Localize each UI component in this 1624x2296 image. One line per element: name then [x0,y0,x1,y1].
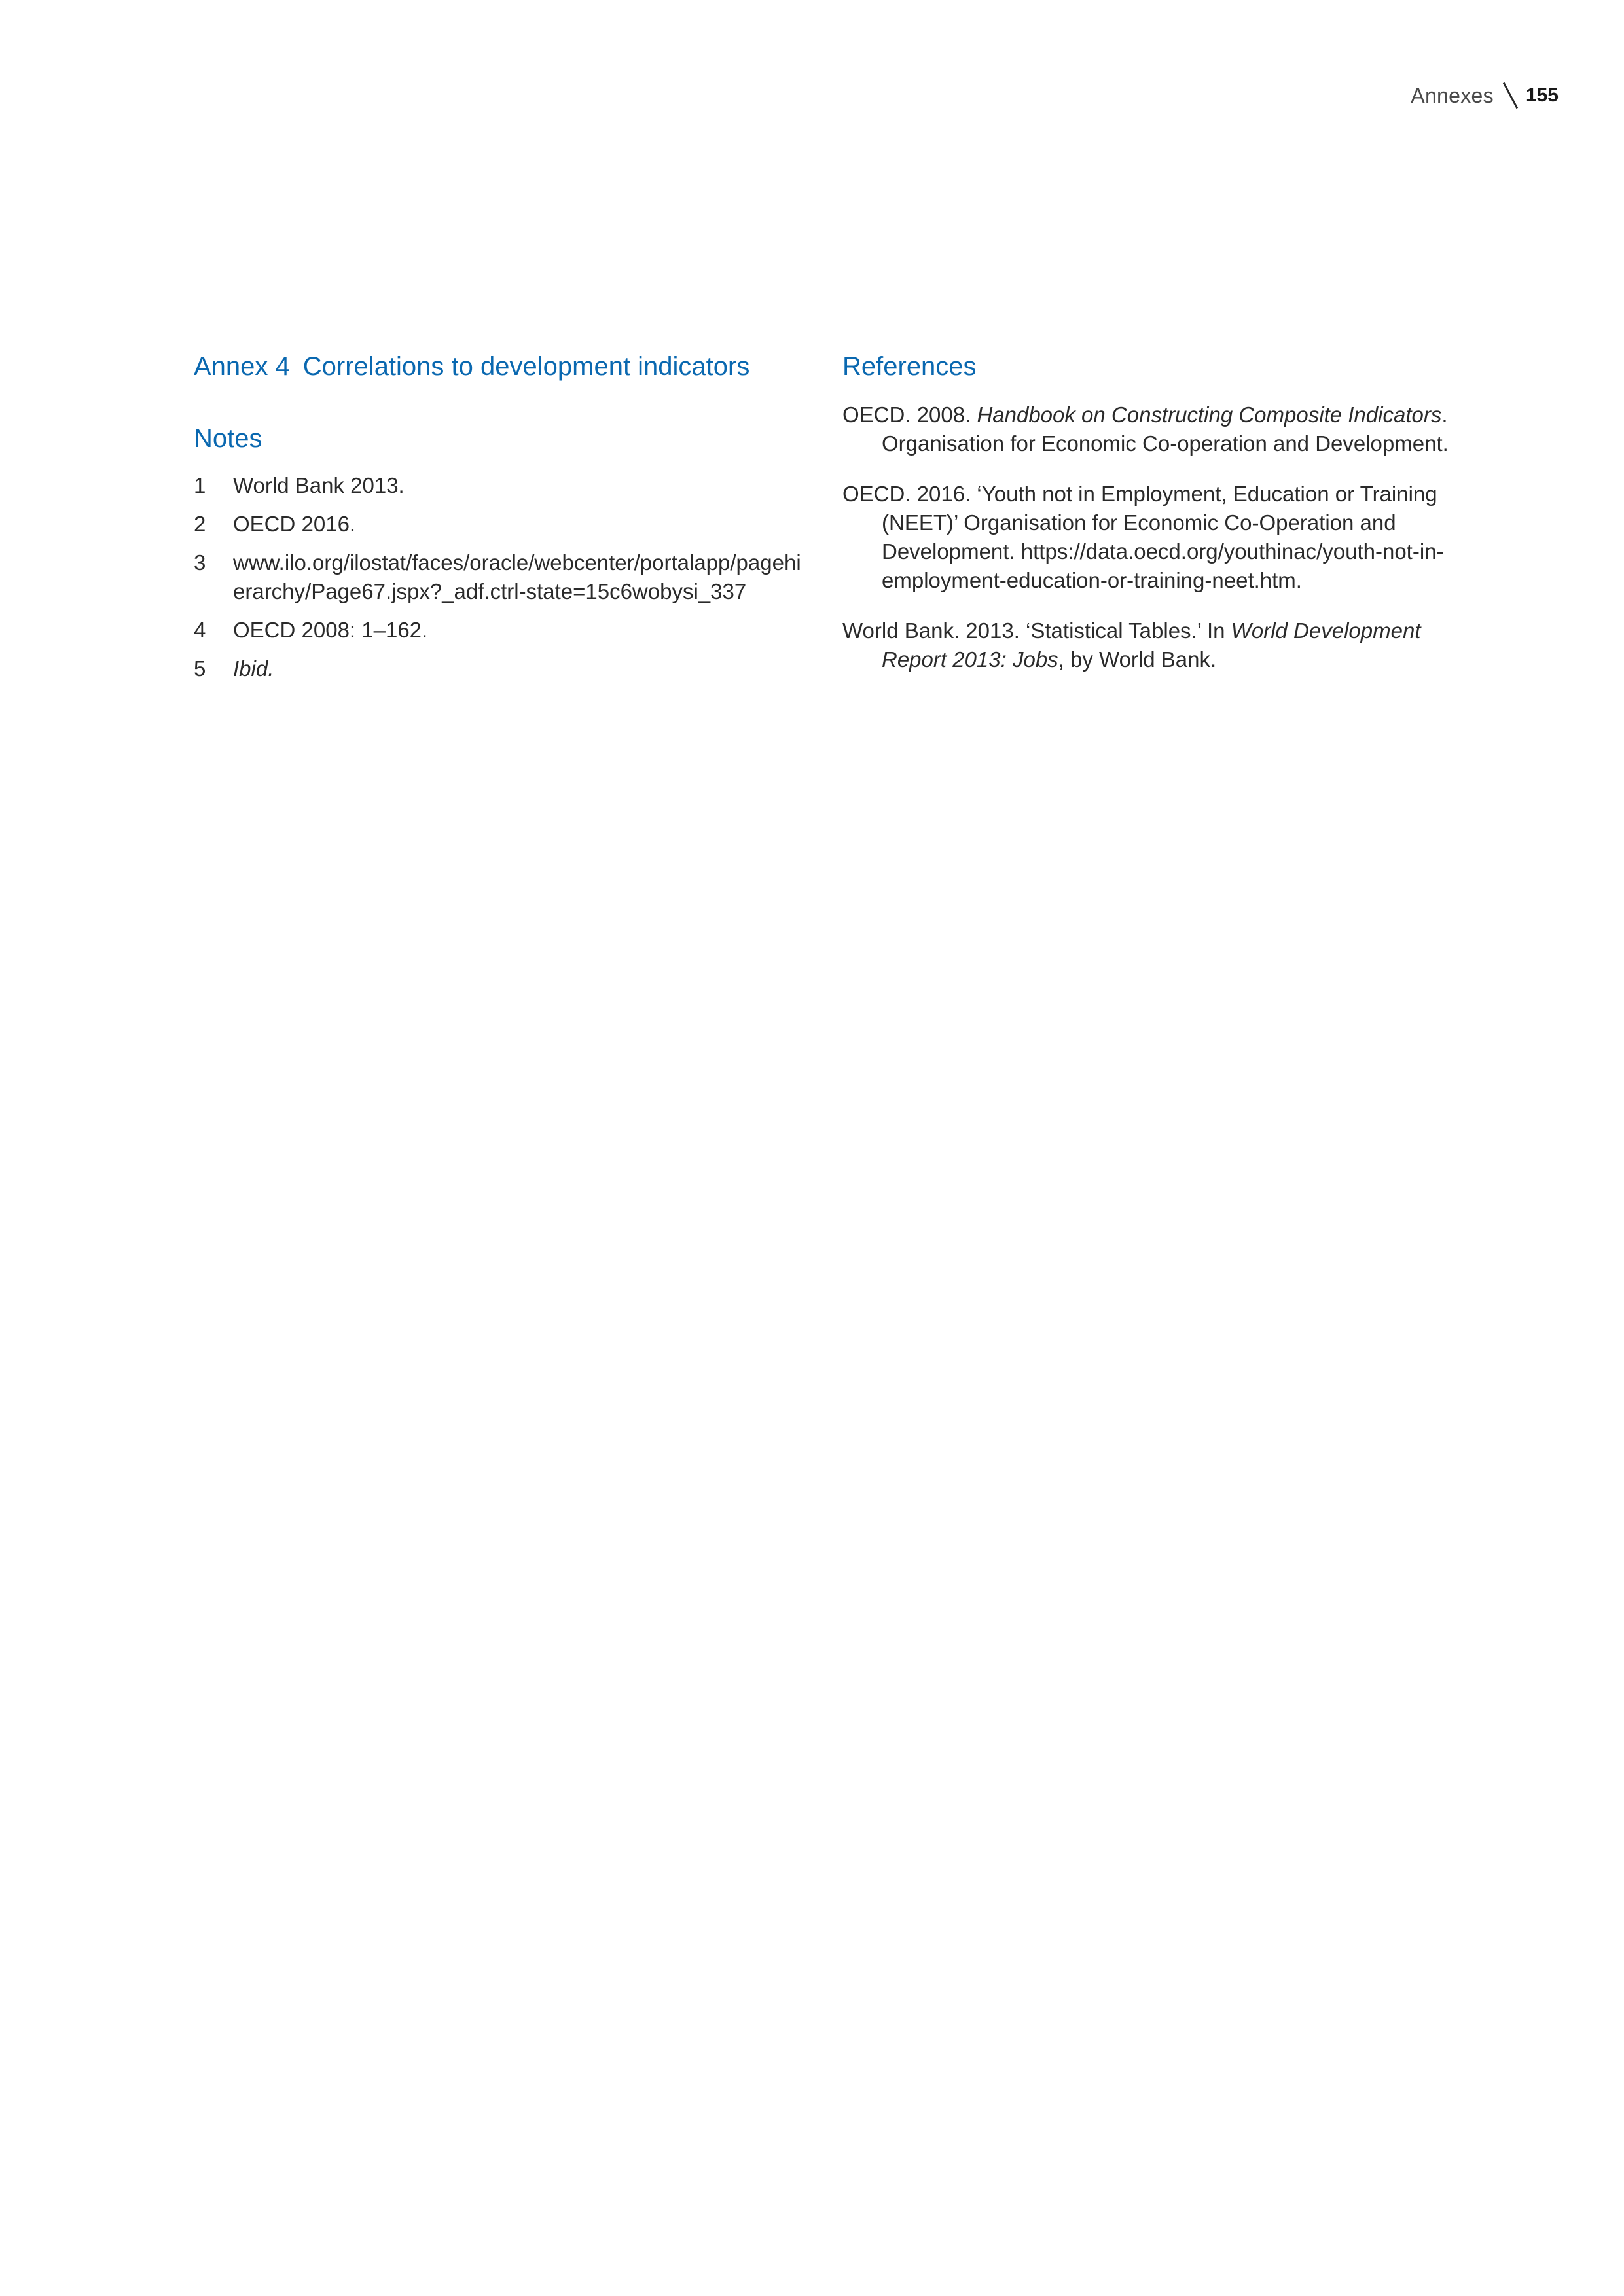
page-number: 155 [1525,84,1559,106]
note-text: Ibid. [233,656,274,681]
annex-title [194,347,809,386]
note-number: 5 [194,656,206,681]
reference-text: , by World Bank. [1058,647,1217,672]
note-item [194,471,809,500]
note-item [194,655,809,683]
reference-text: OECD. 2008. [842,403,977,427]
note-item [194,548,809,606]
annex-title-text: Correlations to development indicators [302,352,750,381]
note-number: 3 [194,550,206,575]
running-head [1411,81,1559,110]
note-number: 1 [194,473,206,497]
reference-text: . Organisation for Economic Co-operation and Development. [882,403,1449,456]
reference-item [842,480,1458,595]
reference-item [842,617,1458,674]
note-item [194,510,809,539]
references-list [842,401,1458,674]
running-head-section: Annexes [1411,83,1494,107]
notes-list [194,471,809,683]
reference-item [842,401,1458,458]
right-column [842,347,1458,683]
reference-title: World Development Report 2013: Jobs [882,619,1421,672]
note-link[interactable]: www.ilo.org/ilostat/faces/oracle/webcenter/portalapp/pagehierarchy/Page67.jspx?_adf.ctrl-state=15c6wobysi_337 [233,550,801,603]
annex-number: Annex 4 [194,352,290,381]
note-number: 4 [194,618,206,642]
note-text: World Bank 2013. [233,473,405,497]
note-text: OECD 2016. [233,512,356,536]
running-head-separator [1503,82,1518,109]
left-column [194,347,809,693]
notes-heading: Notes [194,424,262,453]
reference-text: World Bank. 2013. ‘Statistical Tables.’ In [842,619,1231,643]
note-item [194,616,809,645]
references-heading: References [842,352,977,381]
reference-text: OECD. 2016. ‘Youth not in Employment, Education or Training (NEET)’ Organisation for Economic Co-Operation and Development. https://data.oecd.org/youthinac/youth-not-in-employment-education-or-training-neet.htm. [842,482,1444,592]
note-text: OECD 2008: 1–162. [233,618,428,642]
reference-title: Handbook on Constructing Composite Indicators [977,403,1442,427]
note-number: 2 [194,512,206,536]
